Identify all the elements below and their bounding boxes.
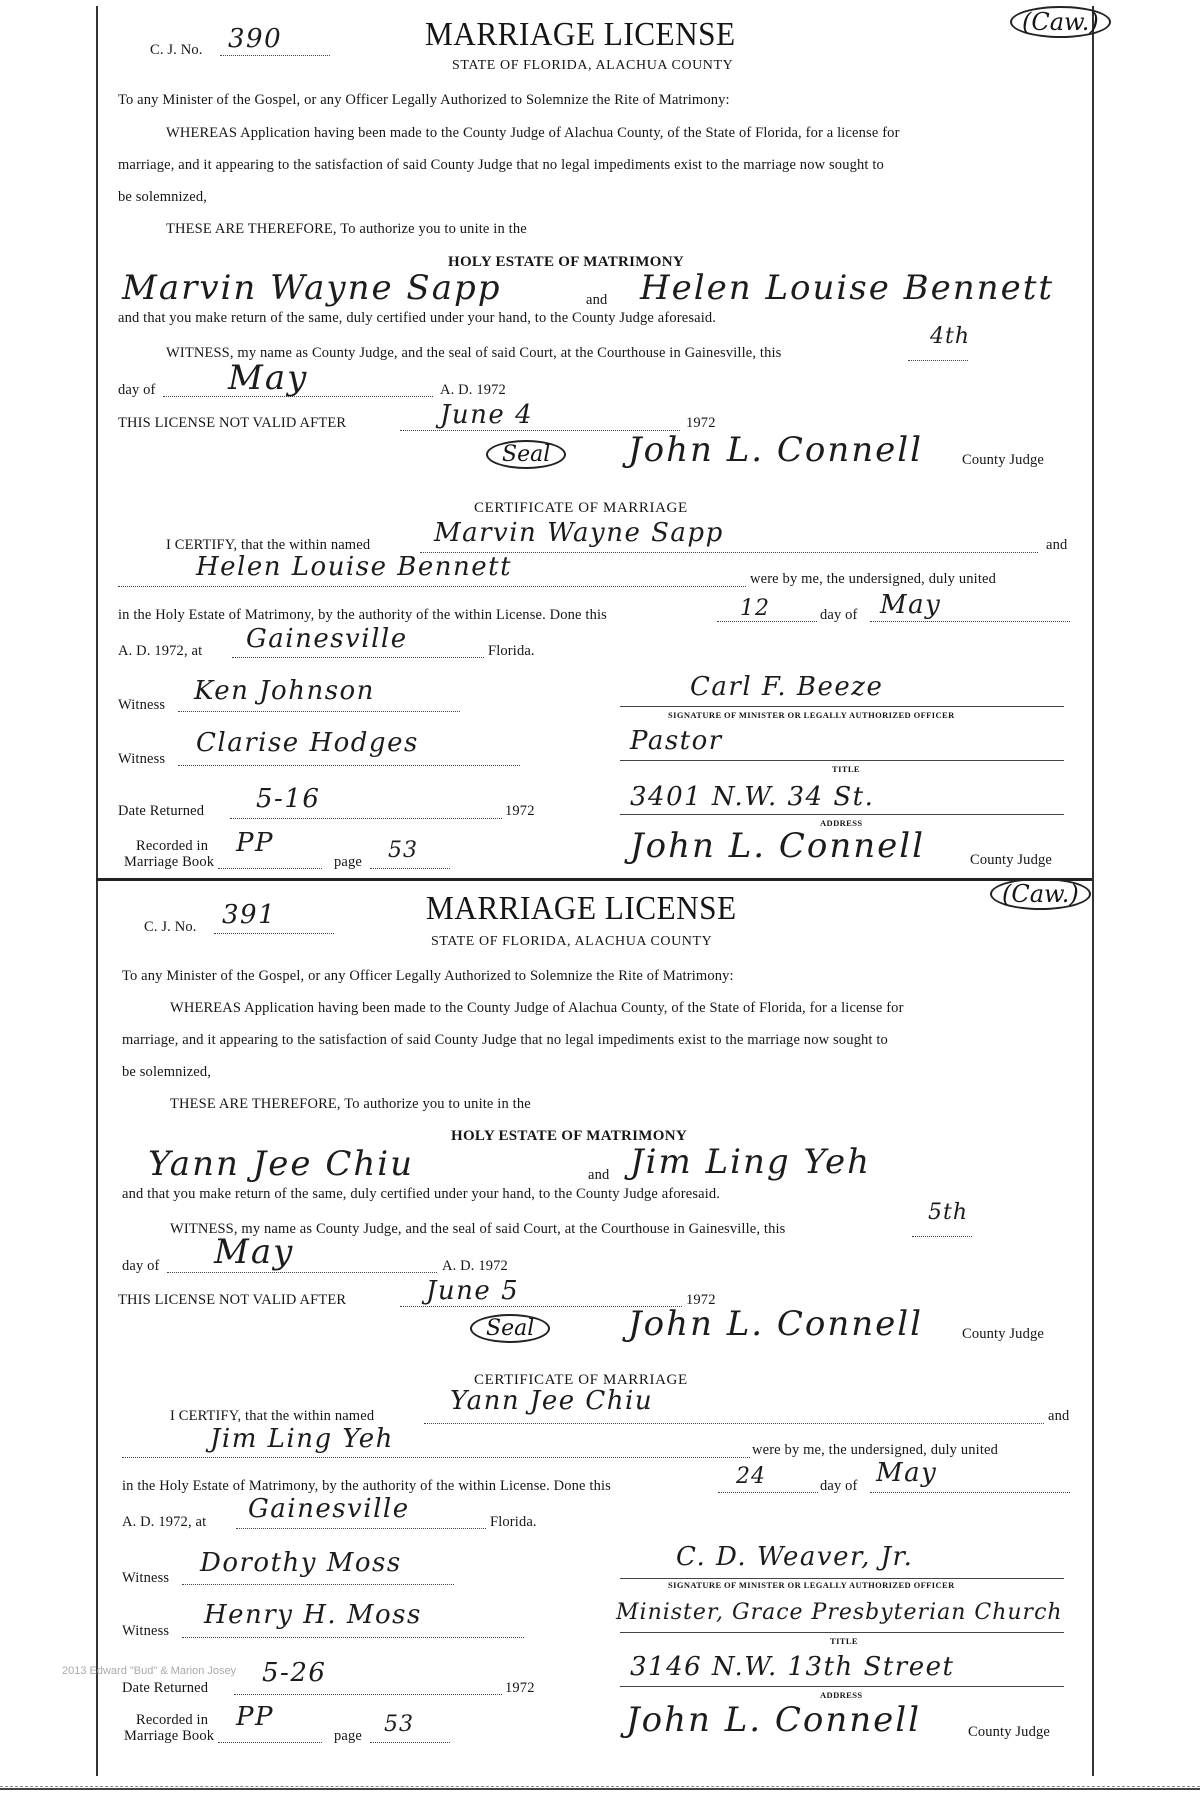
license-section-2 — [0, 872, 1200, 1772]
seal-mark: Seal — [486, 440, 566, 469]
witness1-label: Witness — [118, 697, 166, 713]
groom-name: Marvin Wayne Sapp — [122, 268, 502, 308]
whereas-line-2: marriage, and it appearing to the satisfaction of said County Judge that no legal impediments exist to the marriage now sought to — [118, 157, 884, 173]
and-label: and — [586, 292, 608, 308]
seal-mark: Seal — [470, 1314, 550, 1343]
certificate-heading: CERTIFICATE OF MARRIAGE — [474, 1372, 688, 1388]
recorded-judge-signature: John L. Connell — [630, 826, 926, 866]
marriage-book-label: Marriage Book — [124, 1728, 215, 1744]
witness1-name: Dorothy Moss — [200, 1548, 402, 1578]
not-valid-label: THIS LICENSE NOT VALID AFTER — [118, 1292, 347, 1308]
recorded-in-label: Recorded in — [136, 838, 209, 854]
day-of-label-2: day of — [820, 607, 858, 623]
cert-bride-name: Helen Louise Bennett — [196, 552, 513, 582]
officer-title: Minister, Grace Presbyterian Church — [616, 1600, 1063, 1625]
marriage-book-label: Marriage Book — [124, 854, 215, 870]
ad-at-label: A. D. 1972, at — [122, 1514, 207, 1530]
license-month: May — [214, 1232, 295, 1272]
return-clause: and that you make return of the same, duly certified under your hand, to the County Judge aforesaid. — [118, 310, 717, 326]
date-returned: 5-26 — [262, 1658, 327, 1688]
title-caption: TITLE — [830, 1636, 858, 1646]
cert-and: and — [1048, 1408, 1070, 1424]
address-caption: ADDRESS — [820, 1690, 863, 1700]
whereas-line-3: be solemnized, — [122, 1064, 212, 1080]
whereas-line-1: WHEREAS Application having been made to the County Judge of Alachua County, of the State of Florida, for a license for — [166, 125, 900, 141]
not-valid-year: 1972 — [686, 415, 716, 431]
date-returned: 5-16 — [256, 784, 321, 814]
page-label: page — [334, 854, 362, 870]
recorded-in-label: Recorded in — [136, 1712, 209, 1728]
marriage-place: Gainesville — [248, 1494, 410, 1524]
witness2-name: Henry H. Moss — [204, 1600, 422, 1630]
holy-estate-line: in the Holy Estate of Matrimony, by the authority of the within License. Done this — [122, 1478, 611, 1494]
date-returned-label: Date Returned — [122, 1680, 209, 1696]
officer-address: 3146 N.W. 13th Street — [630, 1652, 955, 1682]
done-month: May — [876, 1458, 938, 1488]
marriage-place: Gainesville — [246, 624, 408, 654]
witness1-name: Ken Johnson — [194, 676, 375, 706]
certify-line: I CERTIFY, that the within named — [170, 1408, 375, 1424]
page-number: 53 — [384, 1712, 414, 1737]
county-judge-label: County Judge — [962, 1326, 1044, 1342]
ad-year: A. D. 1972 — [442, 1258, 508, 1274]
cj-label: C. J. No. — [144, 919, 197, 935]
license-section-1 — [0, 0, 1200, 870]
license-subtitle: STATE OF FLORIDA, ALACHUA COUNTY — [431, 934, 713, 949]
ad-at-label: A. D. 1972, at — [118, 643, 203, 659]
date-returned-year: 1972 — [505, 1680, 535, 1696]
recorded-county-judge: County Judge — [968, 1724, 1050, 1740]
witness-clause: WITNESS, my name as County Judge, and the seal of said Court, at the Courthouse in Gainesville, this — [170, 1221, 786, 1237]
officer-address: 3401 N.W. 34 St. — [630, 782, 875, 812]
signature-caption: SIGNATURE OF MINISTER OR LEGALLY AUTHORIZED OFFICER — [668, 1580, 955, 1590]
witness-clause: WITNESS, my name as County Judge, and the seal of said Court, at the Courthouse in Gainesville, this — [166, 345, 782, 361]
not-valid-year: 1972 — [686, 1292, 716, 1308]
page-label: page — [334, 1728, 362, 1744]
marriage-book-id: PP — [236, 828, 274, 858]
cj-number: 391 — [222, 900, 277, 930]
day-of-label: day of — [118, 382, 156, 398]
cert-groom-name: Marvin Wayne Sapp — [434, 518, 724, 548]
recorded-judge-signature: John L. Connell — [626, 1700, 922, 1740]
bride-name: Helen Louise Bennett — [640, 268, 1055, 308]
date-returned-year: 1972 — [505, 803, 535, 819]
return-clause: and that you make return of the same, duly certified under your hand, to the County Judge aforesaid. — [122, 1186, 721, 1202]
salutation: To any Minister of the Gospel, or any Officer Legally Authorized to Solemnize the Rite of Matrimony: — [122, 968, 734, 984]
authorize-line: THESE ARE THEREFORE, To authorize you to unite in the — [170, 1096, 531, 1112]
whereas-line-3: be solemnized, — [118, 189, 208, 205]
holy-estate-heading: HOLY ESTATE OF MATRIMONY — [451, 1128, 687, 1144]
and-label: and — [588, 1167, 610, 1183]
title-caption: TITLE — [832, 764, 860, 774]
witness2-label: Witness — [118, 751, 166, 767]
date-returned-label: Date Returned — [118, 803, 205, 819]
license-subtitle: STATE OF FLORIDA, ALACHUA COUNTY — [452, 58, 734, 73]
certificate-heading: CERTIFICATE OF MARRIAGE — [474, 500, 688, 516]
page-number: 53 — [388, 838, 418, 863]
corner-annotation: (Caw.) — [990, 878, 1091, 910]
officer-signature: C. D. Weaver, Jr. — [676, 1542, 914, 1572]
whereas-line-1: WHEREAS Application having been made to the County Judge of Alachua County, of the State of Florida, for a license for — [170, 1000, 904, 1016]
license-title: MARRIAGE LICENSE — [426, 890, 737, 927]
authorize-line: THESE ARE THEREFORE, To authorize you to unite in the — [166, 221, 527, 237]
holy-estate-heading: HOLY ESTATE OF MATRIMONY — [448, 254, 684, 270]
united-text: were by me, the undersigned, duly united — [752, 1442, 998, 1458]
signature-caption: SIGNATURE OF MINISTER OR LEGALLY AUTHORIZED OFFICER — [668, 710, 955, 720]
day-of-label: day of — [122, 1258, 160, 1274]
florida-label: Florida. — [488, 643, 535, 659]
united-text: were by me, the undersigned, duly united — [750, 571, 996, 587]
holy-estate-line: in the Holy Estate of Matrimony, by the authority of the within License. Done this — [118, 607, 607, 623]
done-day: 12 — [740, 596, 770, 621]
marriage-book-id: PP — [236, 1702, 274, 1732]
recorded-county-judge: County Judge — [970, 852, 1052, 868]
groom-name: Yann Jee Chiu — [148, 1144, 415, 1184]
license-month: May — [228, 358, 309, 398]
judge-signature: John L. Connell — [628, 1304, 924, 1344]
cert-and: and — [1046, 537, 1068, 553]
county-judge-label: County Judge — [962, 452, 1044, 468]
not-valid-date: June 4 — [440, 400, 534, 430]
witness1-label: Witness — [122, 1570, 170, 1586]
not-valid-date: June 5 — [426, 1276, 520, 1306]
cj-number: 390 — [228, 24, 283, 54]
cert-bride-name: Jim Ling Yeh — [210, 1424, 394, 1454]
witness2-label: Witness — [122, 1623, 170, 1639]
address-caption: ADDRESS — [820, 818, 863, 828]
certify-line: I CERTIFY, that the within named — [166, 537, 371, 553]
salutation: To any Minister of the Gospel, or any Officer Legally Authorized to Solemnize the Rite of Matrimony: — [118, 92, 730, 108]
copyright-watermark: 2013 Edward "Bud" & Marion Josey — [62, 1665, 237, 1677]
florida-label: Florida. — [490, 1514, 537, 1530]
judge-signature: John L. Connell — [628, 430, 924, 470]
ad-year: A. D. 1972 — [440, 382, 506, 398]
whereas-line-2: marriage, and it appearing to the satisfaction of said County Judge that no legal impediments exist to the marriage now sought to — [122, 1032, 888, 1048]
bride-name: Jim Ling Yeh — [630, 1142, 871, 1182]
bottom-edge-line — [0, 1788, 1200, 1790]
done-day: 24 — [736, 1464, 766, 1489]
witness-day: 4th — [930, 324, 971, 349]
done-month: May — [880, 590, 942, 620]
bottom-dashed-line — [0, 1786, 1200, 1787]
corner-annotation: (Caw.) — [1010, 6, 1111, 38]
witness2-name: Clarise Hodges — [196, 728, 419, 758]
day-of-label-2: day of — [820, 1478, 858, 1494]
officer-title: Pastor — [630, 726, 723, 756]
cert-groom-name: Yann Jee Chiu — [450, 1386, 654, 1416]
cj-label: C. J. No. — [150, 42, 203, 58]
license-title: MARRIAGE LICENSE — [425, 16, 736, 53]
witness-day: 5th — [928, 1200, 969, 1225]
not-valid-label: THIS LICENSE NOT VALID AFTER — [118, 415, 347, 431]
officer-signature: Carl F. Beeze — [690, 672, 884, 702]
